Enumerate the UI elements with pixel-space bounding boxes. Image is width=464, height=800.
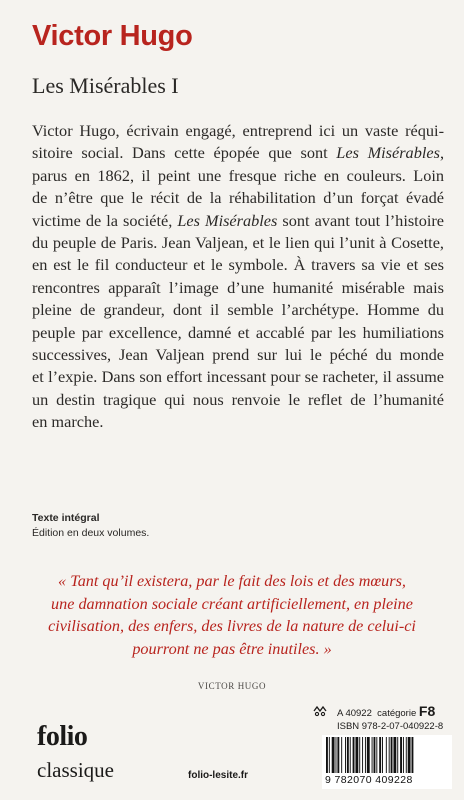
barcode-bar (400, 737, 402, 773)
edition-volumes-label: Édition en deux volumes. (32, 527, 150, 539)
book-title: Les Misérables I (32, 73, 179, 98)
blurb-text: un destin tragique qui nous renvoie le reflet de l’humanité (32, 389, 444, 409)
blurb-text: en marche. (32, 412, 104, 432)
barcode-bar (329, 737, 330, 773)
barcode-bar (365, 737, 366, 773)
blurb-line (32, 322, 444, 344)
blurb-line (32, 187, 444, 209)
blurb-line (32, 366, 444, 388)
edition-integral-label: Texte intégral (32, 512, 100, 524)
barcode-bar (350, 737, 351, 773)
barcode-bar (382, 737, 383, 773)
barcode-bar (386, 737, 387, 773)
barcode-bar (379, 737, 381, 773)
blurb-line (32, 299, 444, 321)
quote-line: pourront ne pas être inutiles. » (132, 639, 332, 658)
quote-line: une damnation sociale créant artificiellement, en pleine (51, 594, 413, 613)
barcode-bar (367, 737, 370, 773)
blurb-text: en est le fil conducteur et le symbole. À travers sa vie et ses (32, 255, 444, 275)
barcode-digits: 9 782070 409228 (325, 774, 452, 786)
blurb-text: pleine de grandeur, dont il semble l’archétype. Homme du (32, 300, 444, 320)
barcode-bar (362, 737, 363, 773)
quote-line: civilisation, des enfers, des livres de la nature de celui-ci (48, 617, 416, 635)
author-quote (0, 570, 464, 660)
barcode-bar (341, 737, 342, 773)
quote-line: « Tant qu’il existera, par le fait des lois et des mœurs, (58, 572, 406, 590)
isbn-number: ISBN 978-2-07-040922-8 (337, 721, 444, 732)
blurb-text: sont avant tout l’histoire (277, 210, 445, 230)
barcode-bar (389, 737, 390, 773)
blurb-line (32, 344, 444, 366)
blurb-text: sitoire social. Dans cette épopée que sont (32, 143, 337, 163)
blurb-line (32, 165, 444, 187)
barcode-bar (393, 737, 396, 773)
edition-info (32, 511, 149, 541)
folio-logo: folio (37, 721, 88, 752)
barcode-bar (326, 737, 328, 773)
publisher-website: folio-lesite.fr (188, 770, 249, 781)
blurb-text: victime de la société, (32, 210, 178, 230)
blurb-text: Victor Hugo, écrivain engagé, entreprend ici un vaste réqui- (32, 121, 444, 140)
barcode-bar (397, 737, 398, 773)
barcode-bar (406, 737, 407, 773)
folio-seal-icon (313, 705, 328, 717)
blurb-text: du peuple de Paris. Jean Valjean, et le lien qui l’unit à Cosette, (32, 233, 444, 253)
classique-logo: classique (37, 758, 114, 782)
blurb-line (32, 389, 444, 411)
book-code: A 40922 (337, 708, 372, 719)
catalog-code-line (337, 703, 435, 719)
blurb-line (32, 120, 444, 142)
back-cover-blurb (32, 120, 444, 434)
blurb-line (32, 411, 444, 433)
barcode-bar (408, 737, 411, 773)
barcode-bar (412, 737, 414, 773)
blurb-line (32, 232, 444, 254)
barcode-bar (391, 737, 393, 773)
blurb-text: et l’expie. Dans son effort incessant pour se racheter, il assume (32, 367, 444, 387)
blurb-text: de n’être que le récit de la réhabilitation d’un forçat évadé (32, 188, 444, 208)
author-name: Victor Hugo (32, 20, 193, 52)
barcode-bar (374, 737, 376, 773)
blurb-line (32, 277, 444, 299)
barcode-bar (372, 737, 373, 773)
blurb-text: peuple par excellence, damné et accablé par les humiliations (32, 322, 444, 342)
barcode-bar (332, 737, 335, 773)
barcode-bar (376, 737, 377, 773)
blurb-text: rencontres apparaît l’image d’une humanité misérable mais (32, 277, 444, 297)
book-title-italic: Les Misérables (336, 143, 440, 163)
blurb-text: successives, Jean Valjean prend sur lui le péché du monde (32, 345, 444, 365)
barcode-bar (355, 737, 358, 773)
blurb-text: , (439, 143, 445, 163)
category-code: F8 (418, 703, 436, 719)
barcode-bar (359, 737, 360, 773)
blurb-line (32, 254, 444, 276)
barcode-bar (403, 737, 404, 773)
barcode-bar (345, 737, 346, 773)
barcode-bar (337, 737, 339, 773)
blurb-line (32, 142, 444, 164)
barcode-bar (336, 737, 337, 773)
blurb-text: parus en 1862, il peint une fresque riche en couleurs. Loin (32, 165, 444, 185)
category-label: catégorie (377, 708, 417, 719)
book-title-italic: Les Misérables (177, 210, 278, 230)
barcode-bar (347, 737, 349, 773)
barcode-bar (353, 737, 355, 773)
quote-attribution: VICTOR HUGO (197, 681, 267, 691)
blurb-line (32, 210, 444, 232)
